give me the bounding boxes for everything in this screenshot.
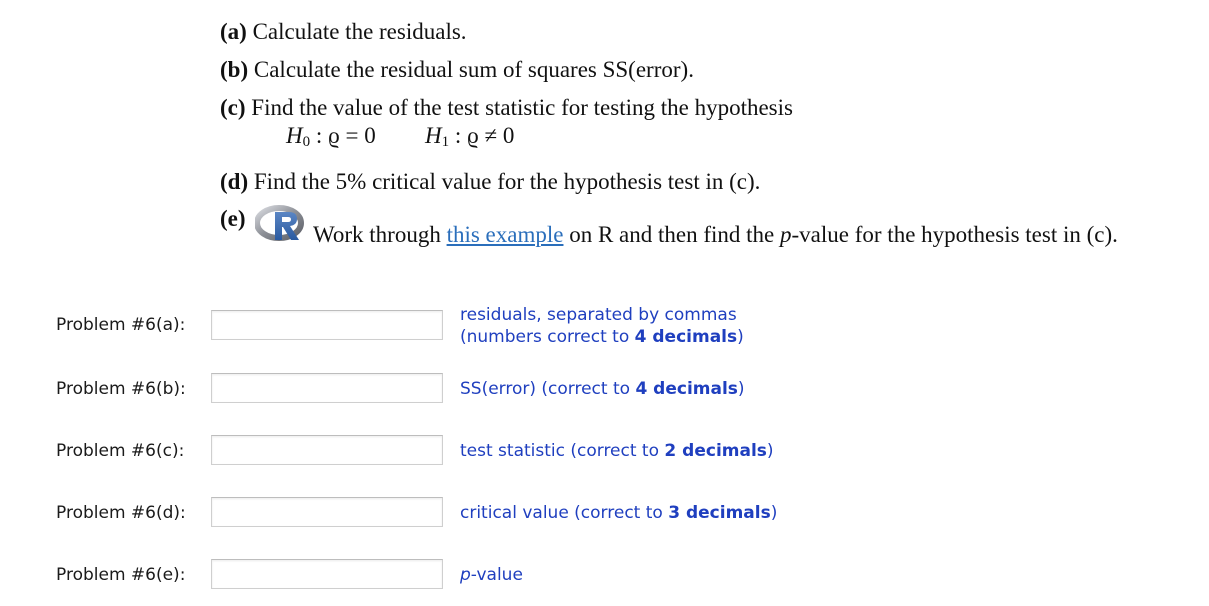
problem-6e-hint-p: p <box>460 565 471 585</box>
question-e-middle: on R and then find the <box>563 222 781 247</box>
question-e-letter-wrap <box>220 205 246 233</box>
problem-6b-hint-bold: 4 decimals <box>635 379 738 399</box>
problem-6b-hint <box>460 378 745 400</box>
problem-6c-hint-bold: 2 decimals <box>664 441 767 461</box>
problem-6b-label: Problem #6(b): <box>56 379 186 399</box>
question-c <box>220 94 793 122</box>
question-a-text: Calculate the residuals. <box>252 19 467 44</box>
alt-hypothesis-symbol: H <box>425 123 442 148</box>
null-hypothesis-subscript: 0 <box>302 134 311 150</box>
problem-6e-hint-post: -value <box>470 565 523 585</box>
problem-6d-input[interactable] <box>211 497 443 527</box>
problem-6e-input[interactable] <box>211 559 443 589</box>
question-e-after: -value for the hypothesis test in (c). <box>791 222 1118 247</box>
problem-6e-hint <box>460 564 523 586</box>
problem-6d-hint-bold: 3 decimals <box>668 503 771 523</box>
alt-hypothesis-statement: : ϱ ≠ 0 <box>449 123 515 148</box>
null-hypothesis <box>286 122 376 156</box>
problem-6c-hint-pre: test statistic (correct to <box>460 441 665 461</box>
null-hypothesis-symbol: H <box>286 123 303 148</box>
alt-hypothesis-subscript: 1 <box>441 134 450 150</box>
question-c-letter: (c) <box>220 95 246 120</box>
problem-6b-hint-post: ) <box>737 379 745 399</box>
problem-6c-hint-post: ) <box>766 441 774 461</box>
problem-6b-input[interactable] <box>211 373 443 403</box>
question-a <box>220 18 467 46</box>
problem-6d-hint-pre: critical value (correct to <box>460 503 669 523</box>
question-e-letter: (e) <box>220 206 246 231</box>
question-d-letter: (d) <box>220 169 249 194</box>
problem-6a-hint <box>460 304 744 348</box>
problem-6c-input[interactable] <box>211 435 443 465</box>
question-d-text: Find the 5% critical value for the hypothesis test in (c). <box>253 169 761 194</box>
question-e-p: p <box>780 222 792 247</box>
question-e-text <box>313 221 1118 249</box>
question-c-text: Find the value of the test statistic for testing the hypothesis <box>251 95 793 120</box>
this-example-link[interactable]: this example <box>446 222 564 247</box>
problem-6b-hint-pre: SS(error) (correct to <box>460 379 636 399</box>
null-hypothesis-statement: : ϱ = 0 <box>310 123 376 148</box>
problem-6c-label: Problem #6(c): <box>56 441 185 461</box>
question-b <box>220 56 694 84</box>
question-d <box>220 168 760 196</box>
problem-6a-hint-bold: 4 decimals <box>634 327 738 347</box>
problem-6a-input[interactable] <box>211 310 443 340</box>
problem-6a-hint-line1: residuals, separated by commas <box>460 305 737 325</box>
question-a-letter: (a) <box>220 19 247 44</box>
problem-6d-hint-post: ) <box>770 503 778 523</box>
question-b-text: Calculate the residual sum of squares SS(error). <box>253 57 694 82</box>
problem-6d-label: Problem #6(d): <box>56 503 186 523</box>
problem-6a-hint-line2 <box>460 326 744 348</box>
problem-6a-hint-pre: (numbers correct to <box>460 327 635 347</box>
problem-6e-label: Problem #6(e): <box>56 565 186 585</box>
problem-6a-label: Problem #6(a): <box>56 315 186 335</box>
alternative-hypothesis <box>425 122 514 156</box>
question-b-letter: (b) <box>220 57 249 82</box>
question-e-before-link: Work through <box>313 222 447 247</box>
r-logo-icon <box>255 204 307 244</box>
problem-6a-hint-post: ) <box>737 327 744 347</box>
problem-6d-hint <box>460 502 777 524</box>
problem-6c-hint <box>460 440 774 462</box>
